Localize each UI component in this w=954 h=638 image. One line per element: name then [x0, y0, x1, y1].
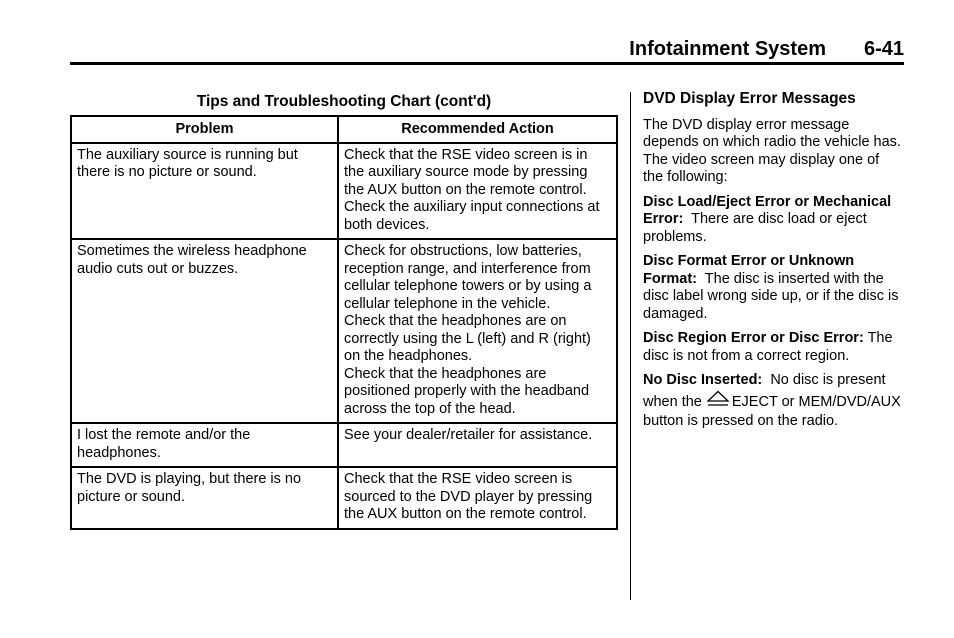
- header-rule: [70, 62, 904, 65]
- action-text: See your dealer/retailer for assistance.: [344, 427, 593, 443]
- error-description: The disc is not from a correct region.: [643, 330, 893, 364]
- action-text: Check that the headphones are positioned properly with the headband across the top of the head.: [344, 365, 590, 417]
- problem-cell: The DVD is playing, but there is no picture or sound.: [71, 467, 338, 529]
- dvd-error-intro: The DVD display error message depends on which radio the vehicle has. The video screen may display one of the following:: [643, 116, 901, 185]
- table-row: [71, 239, 617, 423]
- action-column-header: Recommended Action: [338, 116, 617, 143]
- action-text: Check for obstructions, low batteries, reception range, and interference from cellular telephone towers or by using a cellular telephone in the vehicle.: [344, 243, 592, 312]
- problem-cell: Sometimes the wireless headphone audio cuts out or buzzes.: [71, 239, 338, 423]
- error-item: [643, 372, 903, 431]
- problem-cell: I lost the remote and/or the headphones.: [71, 423, 338, 467]
- troubleshooting-table: [70, 115, 618, 530]
- action-cell: [338, 467, 617, 529]
- error-description: EJECT or MEM/DVD/AUX button is pressed on the radio.: [643, 393, 901, 429]
- table-title: Tips and Troubleshooting Chart (cont'd): [196, 93, 492, 110]
- dvd-error-section: [643, 90, 903, 438]
- problem-cell: The auxiliary source is running but there is no picture or sound.: [71, 143, 338, 240]
- dvd-error-heading: DVD Display Error Messages: [643, 90, 856, 107]
- action-text: Check that the RSE video screen is sourced to the DVD player by pressing the AUX button on the remote control.: [344, 471, 593, 522]
- section-title: Infotainment System: [629, 38, 826, 60]
- column-divider: [630, 92, 631, 600]
- error-description: The disc is inserted with the disc label wrong side up, or if the disc is damaged.: [643, 270, 899, 322]
- table-row: [71, 423, 617, 467]
- error-term: No Disc Inserted:: [643, 372, 763, 388]
- error-item: [643, 253, 903, 323]
- action-text: Check the auxiliary input connections at both devices.: [344, 199, 600, 233]
- error-description: There are disc load or eject problems.: [643, 211, 867, 245]
- error-term: Disc Load/Eject Error or Mechanical Error:: [643, 193, 892, 227]
- page-header: [0, 36, 904, 64]
- action-text: Check that the RSE video screen is in the auxiliary source mode by pressing the AUX button on the remote control.: [344, 146, 588, 198]
- error-item: [643, 194, 903, 247]
- error-term: Disc Region Error or Disc Error:: [643, 330, 864, 346]
- table-header-row: [71, 116, 617, 143]
- table-row: [71, 143, 617, 240]
- action-cell: [338, 239, 617, 423]
- eject-icon: [706, 390, 730, 414]
- error-term: Disc Format Error or Unknown Format:: [643, 253, 855, 287]
- action-cell: [338, 143, 617, 240]
- table-row: [71, 467, 617, 529]
- problem-column-header: Problem: [71, 116, 338, 143]
- page-number: 6-41: [863, 38, 904, 60]
- action-cell: [338, 423, 617, 467]
- error-description: No disc is present when the: [643, 372, 886, 410]
- action-text: Check that the headphones are on correctly using the L (left) and R (right) on the headphones.: [344, 313, 591, 364]
- error-item: [643, 330, 903, 365]
